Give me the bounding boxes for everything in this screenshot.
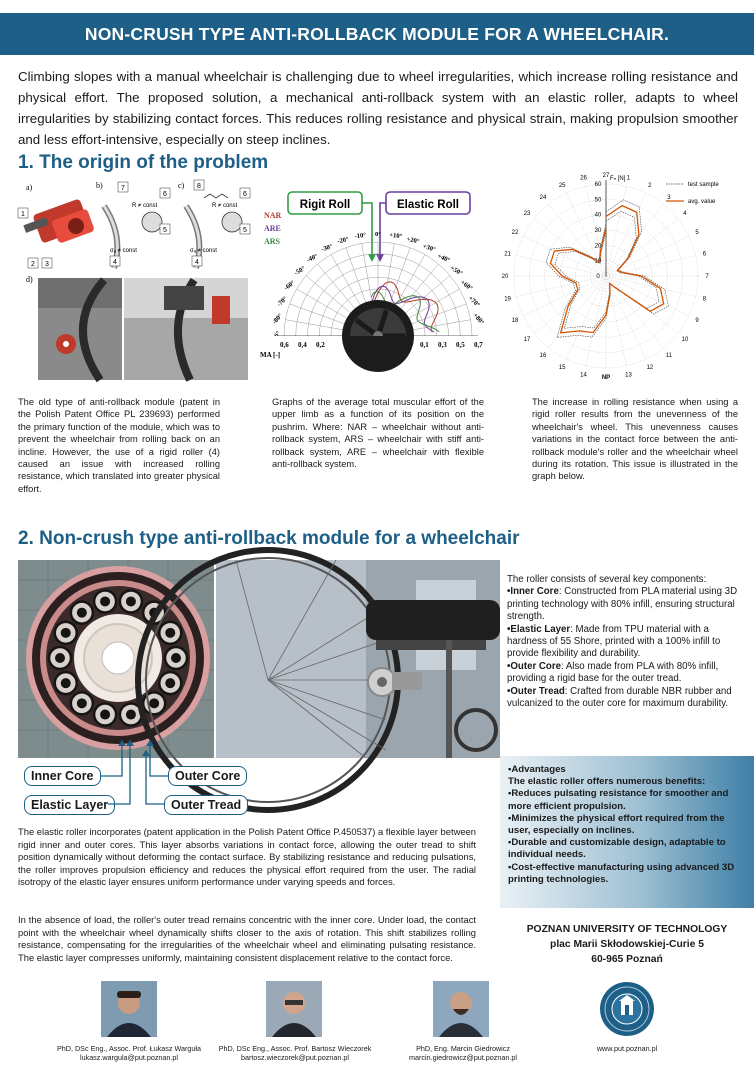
radar-axis-title: Fₙ [N] [610, 176, 626, 182]
series-label: NAR [264, 211, 282, 220]
photo-old-module-1 [38, 278, 122, 380]
angle-tick-label: 8 [702, 296, 707, 303]
angle-tick-label: 12 [646, 364, 654, 371]
angle-tick-label: 25 [558, 183, 566, 190]
angle-tick-label: +30° [421, 242, 437, 254]
university-name: POZNAN UNIVERSITY OF TECHNOLOGY [526, 924, 728, 935]
angle-tick-label: 6 [702, 251, 707, 258]
angle-tick-label: 14 [580, 372, 587, 379]
author-photo-3 [433, 981, 489, 1037]
radial-tick-label: 60 [594, 182, 602, 188]
panel-label-b: b) [96, 181, 103, 190]
label-connector-lines [100, 740, 170, 810]
label-elastic-layer: Elastic Layer [24, 795, 115, 815]
panel-label-c: c) [178, 181, 185, 190]
radial-tick-label: 30 [594, 228, 602, 234]
radial-tick-label: 20 [594, 243, 602, 250]
svg-text:5: 5 [163, 227, 167, 234]
intro-paragraph: Climbing slopes with a manual wheelchair is challenging due to wheel irregularities, which increase rolling resistance and physical effort. The proposed solution, a mechanical anti-rollback system with an elastic roller, adapts to wheel irregularities by stabilizing contact forces. This reduces rolling resistance and physical strain, making propulsion smoother and less effort-intensive, especially on steep inclines. [18, 69, 738, 147]
radial-tick-label: 0 [596, 274, 600, 280]
angle-tick-label: 18 [511, 317, 519, 324]
legend-elastic-roll: Elastic Roll [397, 199, 459, 211]
label-outer-core: Outer Core [168, 766, 247, 786]
author-email[interactable]: lukasz.wargula@put.poznan.pl [80, 1052, 178, 1062]
component-item: •Inner Core: Constructed from PLA material using 3D printing technology with 80% infill, ensuring structural strength. [507, 586, 738, 623]
photo-wheelchair-module [216, 560, 500, 758]
angle-tick-label: 11 [665, 352, 673, 359]
university-address: plac Marii Skłodowskiej-Curie 5 [550, 939, 704, 950]
legend-avg-value: avg. value [688, 199, 716, 205]
svg-text:3: 3 [45, 261, 49, 268]
angle-tick-label: 19 [504, 296, 511, 303]
svg-text:σₐ ≠ const: σₐ ≠ const [110, 248, 137, 254]
angle-tick-label: 10 [681, 336, 689, 343]
angle-tick-label: +60° [459, 279, 474, 293]
component-item: •Outer Core: Also made from PLA with 80% infill, providing a rigid base for the outer tread. [507, 660, 719, 685]
angle-tick-label: +40° [436, 252, 451, 265]
author-3 [376, 1045, 550, 1062]
angle-tick-label: 20 [501, 274, 509, 280]
angle-tick-label: 9 [695, 317, 699, 324]
angle-tick-label: 17 [523, 336, 531, 343]
label-inner-core: Inner Core [24, 766, 101, 786]
angle-tick-label: +20° [405, 235, 421, 246]
advantages-heading: •Advantages [508, 764, 566, 775]
scale-tick: 0,7 [474, 341, 483, 349]
components-list [507, 574, 743, 710]
svg-text:7: 7 [121, 185, 125, 192]
red-roller-drawing [23, 198, 95, 243]
svg-text:6: 6 [163, 191, 167, 198]
angle-tick-label: 1 [626, 175, 631, 182]
angle-tick-label: 27 [602, 173, 610, 179]
series-label: ARE [264, 224, 281, 233]
author-email[interactable]: marcin.giedrowicz@put.poznan.pl [409, 1052, 517, 1062]
angle-tick-label: +50° [448, 264, 464, 278]
angle-tick-label: 13 [625, 372, 632, 379]
svg-text:4: 4 [195, 259, 199, 266]
figure-contact-force [501, 156, 748, 381]
paragraph-load-behaviour: In the absence of load, the roller's outer tread remains concentric with the inner core. Under load, the contact point with the wheelchair wheel dynamically shifts closer to the axis of rotation. This shift stabilizes rolling resistance, compensating for the irregularities of the wheelchair wheel and eliminating pulsating resistance. The elastic layer compresses uniformly, maintaining consistent displacement relative to the contact force. [18, 914, 476, 963]
angle-tick-label: -40° [305, 252, 320, 264]
angle-tick-label: -50° [293, 265, 307, 277]
ma-axis-label: MA [-] [260, 351, 281, 359]
website-link[interactable]: www.put.poznan.pl [596, 1044, 658, 1053]
author-1 [42, 1045, 216, 1062]
angle-tick-label: 26 [580, 175, 587, 182]
series-label: ARS [264, 237, 281, 246]
angle-tick-label: +70° [466, 294, 481, 309]
svg-text:R ≠ const: R ≠ const [132, 203, 158, 209]
angle-tick-label: 23 [523, 211, 531, 218]
angle-tick-label: -30° [320, 243, 334, 254]
advantage-item: •Cost-effective manufacturing using advanced 3D printing technologies. [508, 861, 735, 885]
angle-tick-label: 7 [705, 274, 709, 280]
author-photo-1 [101, 981, 157, 1037]
author-2 [208, 1045, 382, 1062]
caption-rolling-resistance: The increase in rolling resistance when using a rigid roller results from the unevenness of the wheelchair's wheel. This unevenness causes variations in the contact force between the anti-rollback module's roller and the wheelchair wheel during its rotation. This issue is illustrated in the graph below. [532, 397, 738, 482]
page-title: NON-CRUSH TYPE ANTI-ROLLBACK MODULE FOR A WHEELCHAIR. [0, 13, 754, 55]
legend-rigid-roll: Rigit Roll [299, 199, 351, 211]
author-photo-2 [266, 981, 322, 1037]
scale-tick: 0,4 [298, 341, 307, 349]
university-logo [599, 981, 655, 1037]
photo-old-module-2 [124, 278, 248, 380]
radial-tick-label: 50 [594, 197, 602, 204]
angle-tick-label: 15 [558, 364, 566, 371]
scale-tick: 0,3 [438, 341, 447, 349]
angle-tick-label: -20° [336, 236, 350, 246]
svg-text:2: 2 [31, 261, 35, 268]
components-intro: The roller consists of several key components: [507, 574, 707, 585]
angle-tick-label: 16 [539, 352, 547, 359]
angle-tick-label: 4 [683, 211, 687, 218]
angle-tick-label: -60° [282, 279, 297, 292]
angle-tick-label: -70° [275, 295, 289, 309]
advantage-item: •Minimizes the physical effort required from the user, especially on inclines. [508, 812, 725, 837]
caption-old-module: The old type of anti-rollback module (patent in the Polish Patent Office PL 239693) performed the primary function of the module, which was to prevent the wheelchair from rolling back on an incline. However, the use of a rigid roller (4) caused an issue with increased rolling resistance, which translated into greater physical effort. [18, 397, 220, 494]
paragraph-elastic-roller: The elastic roller incorporates (patent application in the Polish Patent Office P.450537) a flexible layer between rigid inner and outer cores. This layer absorbs variations in contact force, allowing the outer tread to shift position dynamically without deforming the contact surface. By stabilizing resistance and reducing pulsations, the roller improves propulsion efficiency and reduces the physical effort required from the user. The radial isotropy of the elastic layer ensures uniform performance under varying speeds and forces. [18, 826, 476, 888]
university-block [500, 922, 754, 967]
svg-text:5: 5 [243, 227, 247, 234]
author-name: PhD, DSc Eng., Assoc. Prof. Łukasz Warguła [57, 1044, 201, 1053]
section1-heading: 1. The origin of the problem [18, 152, 269, 173]
author-email[interactable]: bartosz.wieczorek@put.poznan.pl [241, 1052, 349, 1062]
advantage-item: •Reduces pulsating resistance for smoother and more efficient propulsion. [508, 788, 729, 812]
radial-tick-label: 10 [594, 258, 602, 265]
panel-label-d: d) [26, 275, 33, 284]
label-outer-tread: Outer Tread [164, 795, 248, 815]
svg-text:σₐ ≠ const: σₐ ≠ const [190, 248, 217, 254]
angle-tick-label: 5 [695, 230, 699, 237]
radial-tick-label: 40 [594, 212, 602, 219]
angle-tick-label: 3 [667, 195, 671, 202]
svg-text:6: 6 [243, 191, 247, 198]
angle-tick-label: 24 [539, 195, 547, 202]
advantages-box [500, 756, 754, 908]
svg-text:R ≠ const: R ≠ const [212, 203, 238, 209]
figure-muscular-effort [258, 176, 498, 386]
angle-tick-label: 2 [648, 183, 652, 190]
scale-tick: 0,1 [420, 341, 429, 349]
university-postcode: 60-965 Poznań [591, 954, 663, 965]
advantage-item: •Durable and customizable design, adaptable to individual needs. [508, 837, 726, 861]
angle-tick-label: 22 [511, 230, 519, 237]
figure-old-module [14, 176, 254, 386]
angle-tick-label: 0° [375, 231, 381, 238]
svg-text:1: 1 [21, 211, 25, 218]
scale-tick: 0,6 [280, 341, 289, 349]
scale-tick: 0,5 [456, 341, 465, 349]
component-item: •Outer Tread: Crafted from durable NBR rubber and vulcanized to the outer core for maximum durability. [507, 685, 732, 710]
angle-tick-label: -80° [271, 312, 285, 326]
advantages-intro: The elastic roller offers numerous benefits: [508, 776, 706, 788]
angle-tick-label: +10° [388, 231, 403, 241]
legend-test-sample: test sample [688, 182, 719, 188]
scale-tick: 0,2 [316, 341, 325, 349]
component-item: •Elastic Layer: Made from TPU material with a hardness of 55 Shore, printed with a 100% infill to provide flexibility and durability. [507, 623, 721, 660]
angle-tick-label: +80° [471, 311, 486, 327]
section2-heading: 2. Non-crush type anti-rollback module for a wheelchair [18, 528, 520, 549]
angle-tick-label: NP [601, 375, 611, 381]
author-name: PhD, DSc Eng., Assoc. Prof. Bartosz Wieczorek [218, 1044, 372, 1053]
panel-label-a: a) [26, 183, 33, 192]
author-name: PhD, Eng. Marcin Giedrowicz [416, 1044, 510, 1053]
angle-tick-label: 21 [504, 251, 511, 258]
caption-graphs: Graphs of the average total muscular effort of the upper limb as a function of its position on the pushrim. Where: NAR – wheelchair without anti-rollback system, ARS – wheelchair with stiff anti-rollback system, ARE – wheelchair with flexible anti-rollback system. [272, 397, 484, 470]
svg-text:8: 8 [197, 183, 201, 190]
angle-tick-label: -10° [354, 231, 367, 241]
svg-text:4: 4 [113, 259, 117, 266]
